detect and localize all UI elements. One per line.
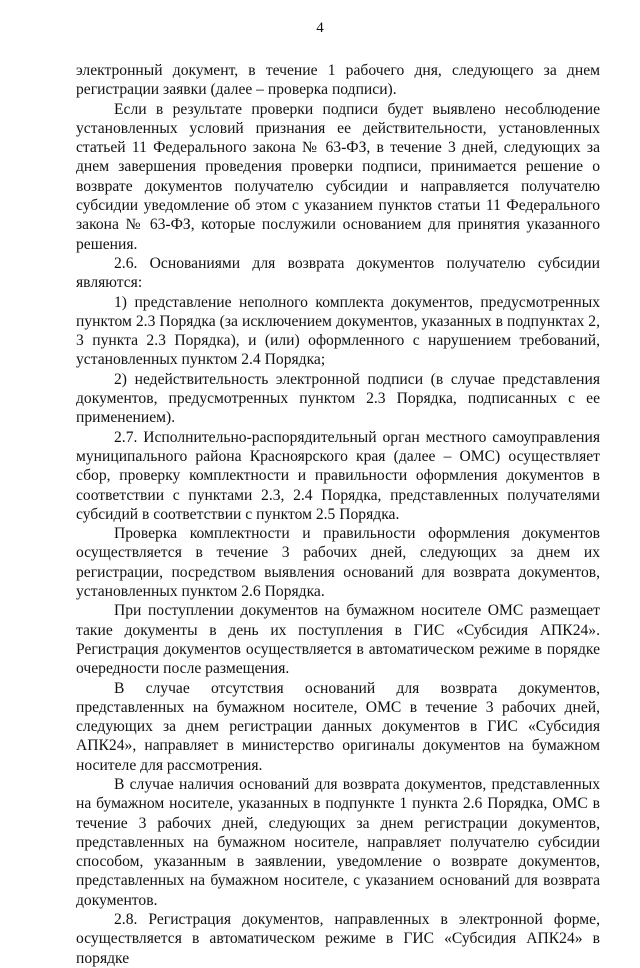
paragraph-2: Если в результате проверки подписи будет выявлено несоблюдение установленных условий признания ее действительности, установленных статьей 11 Федерального закона № 63-ФЗ, в течение 3 дней, следующих за днем завершения проведения проверки подписи, принимается решение о возврате документов получателю субсидии и направляется получателю субсидии уведомление об этом с указанием пунктов статьи 11 Федерального закона № 63-ФЗ, которые послужили основанием для принятия указанного решения.: [76, 100, 600, 253]
paragraph-5: 2) недействительность электронной подписи (в случае представления документов, предусмотренных пунктом 2.3 Порядка, подписанных с ее применением).: [76, 370, 600, 427]
paragraph-8: При поступлении документов на бумажном носителе ОМС размещает такие документы в день их поступления в ГИС «Субсидия АПК24». Регистрация документов осуществляется в автоматическом режиме в порядке очередности после размещения.: [76, 602, 600, 678]
paragraph-3: 2.6. Основаниями для возврата документов получателю субсидии являются:: [76, 254, 600, 292]
paragraph-7: Проверка комплектности и правильности оформления документов осуществляется в течение 3 рабочих дней, следующих за днем их регистрации, посредством выявления оснований для возврата документов, установленных пунктом 2.6 Порядка.: [76, 525, 600, 601]
paragraph-4: 1) представление неполного комплекта документов, предусмотренных пунктом 2.3 Порядка (за исключением документов, указанных в подпунктах 2, 3 пункта 2.3 Порядка), и (или) оформленного с нарушением требований, установленных пунктом 2.4 Порядка;: [76, 293, 600, 369]
page-number: 4: [316, 20, 324, 36]
paragraph-6: 2.7. Исполнительно-распорядительный орган местного самоуправления муниципального района Красноярского края (далее – ОМС) осуществляет сбор, проверку комплектности и правильности оформления документов в соответствии с пунктами 2.3, 2.4 Порядка, представленных получателями субсидий в соответствии с пунктом 2.5 Порядка.: [76, 428, 600, 523]
paragraph-10: В случае наличия оснований для возврата документов, представленных на бумажном носителе, указанных в подпункте 1 пункта 2.6 Порядка, ОМС в течение 3 рабочих дней, следующих за днем регистрации документов, представленных на бумажном носителе, направляет получателю субсидии способом, указанным в заявлении, уведомление о возврате документов, представленных на бумажном носителе, с указанием оснований для возврата документов.: [76, 775, 600, 909]
paragraph-11: 2.8. Регистрация документов, направленных в электронной форме, осуществляется в автоматическом режиме в ГИС «Субсидия АПК24» в порядке: [76, 911, 600, 967]
paragraph-9: В случае отсутствия оснований для возврата документов, представленных на бумажном носителе, ОМС в течение 3 рабочих дней, следующих за днем регистрации данных документов в ГИС «Субсидия АПК24», направляет в министерство оригиналы документов на бумажном носителе для рассмотрения.: [76, 679, 600, 774]
document-body: [76, 61, 600, 968]
paragraph-1: электронный документ, в течение 1 рабочего дня, следующего за днем регистрации заявки (далее – проверка подписи).: [76, 62, 600, 99]
